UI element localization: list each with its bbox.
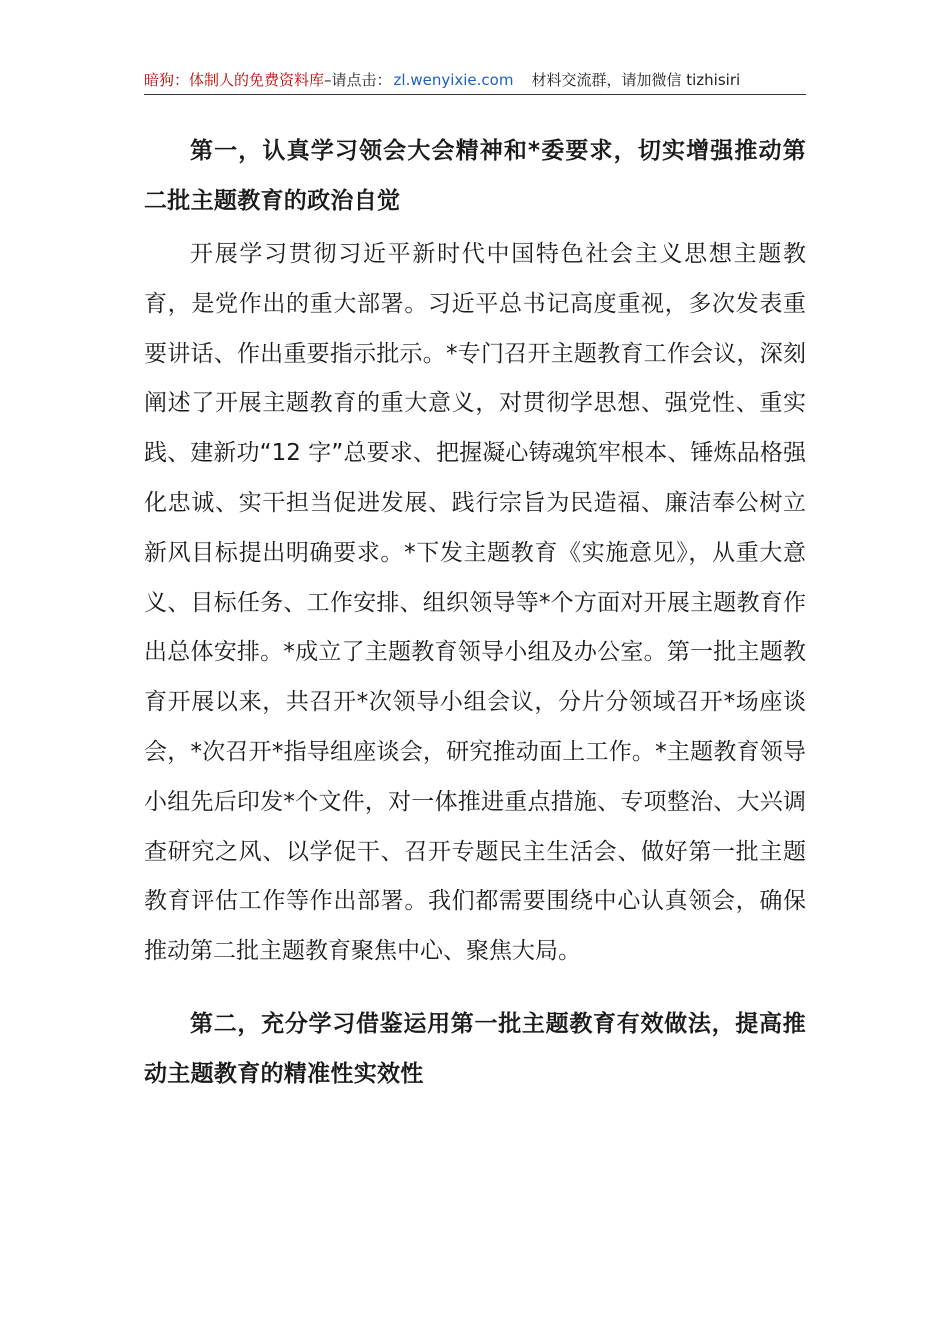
page-header <box>144 66 806 95</box>
header-link[interactable]: zl.wenyixie.com <box>393 71 514 89</box>
section-heading-1: 第一，认真学习领会大会精神和*委要求，切实增强推动第二批主题教育的政治自觉 <box>144 138 806 214</box>
header-prompt: –请点击： <box>324 71 392 89</box>
document-body <box>144 126 806 1099</box>
header-contact: 材料交流群，请加微信 tizhisiri <box>531 71 741 89</box>
header-brand: 暗狗：体制人的免费资料库 <box>144 71 325 89</box>
section-paragraph-1: 开展学习贯彻习近平新时代中国特色社会主义思想主题教育，是党作出的重大部署。习近平总书记高度重视，多次发表重要讲话、作出重要指示批示。*专门召开主题教育工作会议，深刻阐述了开展主题教育的重大意义，对贯彻学思想、强党性、重实践、建新功“12 字”总要求、把握凝心铸魂筑牢根本、锤炼品格强化忠诚、实干担当促进发展、践行宗旨为民造福、廉洁奉公树立新风目标提出明确要求。*下发主题教育《实施意见》，从重大意义、目标任务、工作安排、组织领导等*个方面对开展主题教育作出总体安排。*成立了主题教育领导小组及办公室。第一批主题教育开展以来，共召开*次领导小组会议，分片分领域召开*场座谈会，*次召开*指导组座谈会，研究推动面上工作。*主题教育领导小组先后印发*个文件，对一体推进重点措施、专项整治、大兴调查研究之风、以学促干、召开专题民主生活会、做好第一批主题教育评估工作等作出部署。我们都需要围绕中心认真领会，确保推动第二批主题教育聚焦中心、聚焦大局。 <box>144 241 806 965</box>
section-heading-2: 第二，充分学习借鉴运用第一批主题教育有效做法，提高推动主题教育的精准性实效性 <box>144 1010 806 1087</box>
